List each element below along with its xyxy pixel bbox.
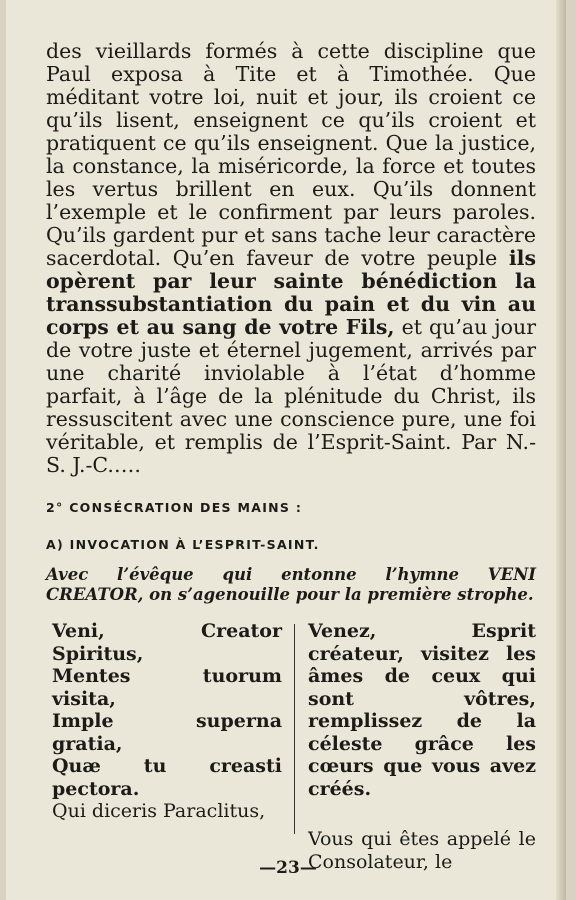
latin-verse: Quæ tu creasti pectora.: [52, 755, 282, 800]
latin-verse-next: Qui diceris Paraclitus,: [52, 800, 266, 822]
prayer-paragraph: [46, 40, 536, 477]
section-subheading: A) INVOCATION À L’ESPRIT-SAINT.: [46, 537, 320, 552]
prayer-text-bold: ils opèrent par leur sainte bénédiction la transsubstantiation du pain et du vin au corps et au sang de votre Fils,: [46, 246, 536, 339]
rubric-line-2: CREATOR, on s’agenouille pour la première strophe.: [46, 585, 534, 604]
french-verse-next: Vous qui êtes appelé le Consolateur, le: [308, 828, 536, 873]
hymn-latin-column: [52, 620, 282, 823]
section-heading: 2° CONSÉCRATION DES MAINS :: [46, 500, 303, 515]
latin-verse: Mentes tuorum visita,: [52, 665, 282, 710]
latin-verse: Imple superna gratia,: [52, 710, 282, 755]
latin-verse: Veni, Creator Spiritus,: [52, 620, 282, 665]
rubric-instruction: [46, 565, 536, 605]
prayer-text-1: des vieillards formés à cette discipline que Paul exposa à Tite et à Timothée. Que méditant votre loi, nuit et jour, ils croient ce qu’ils lisent, enseignent ce qu’ils croient et pratiquent ce qu’ils enseignent. Que la justice, la constance, la miséricorde, la force et toutes les vertus brillent en eux. Qu’ils donnent l’exemple et le confirment par leurs paroles. Qu’ils gardent pur et sans tache leur caractère sacerdotal. Qu’en faveur de votre peuple: [46, 39, 536, 270]
prayer-text-2: et qu’au jour de votre juste et éternel jugement, arrivés par une charité inviolable à l’état d’homme parfait, à l’âge de la plénitude du Christ, ils ressuscitent avec une conscience pure, une foi véritable, et remplis de l’Esprit-Saint. Par N.-S. J.-C.….: [46, 315, 537, 477]
page-edge: [556, 0, 566, 900]
book-page: [6, 0, 566, 900]
french-verse: Venez, Esprit créateur, visitez les âmes de ceux qui sont vôtres, remplissez de la céleste grâce les cœurs que vous avez créés.: [308, 620, 536, 800]
hymn-french-column: [308, 620, 536, 879]
column-divider: [294, 624, 295, 834]
rubric-line-1: Avec l’évêque qui entonne l’hymne VENI: [46, 565, 536, 584]
page-number: —23—: [259, 858, 317, 878]
